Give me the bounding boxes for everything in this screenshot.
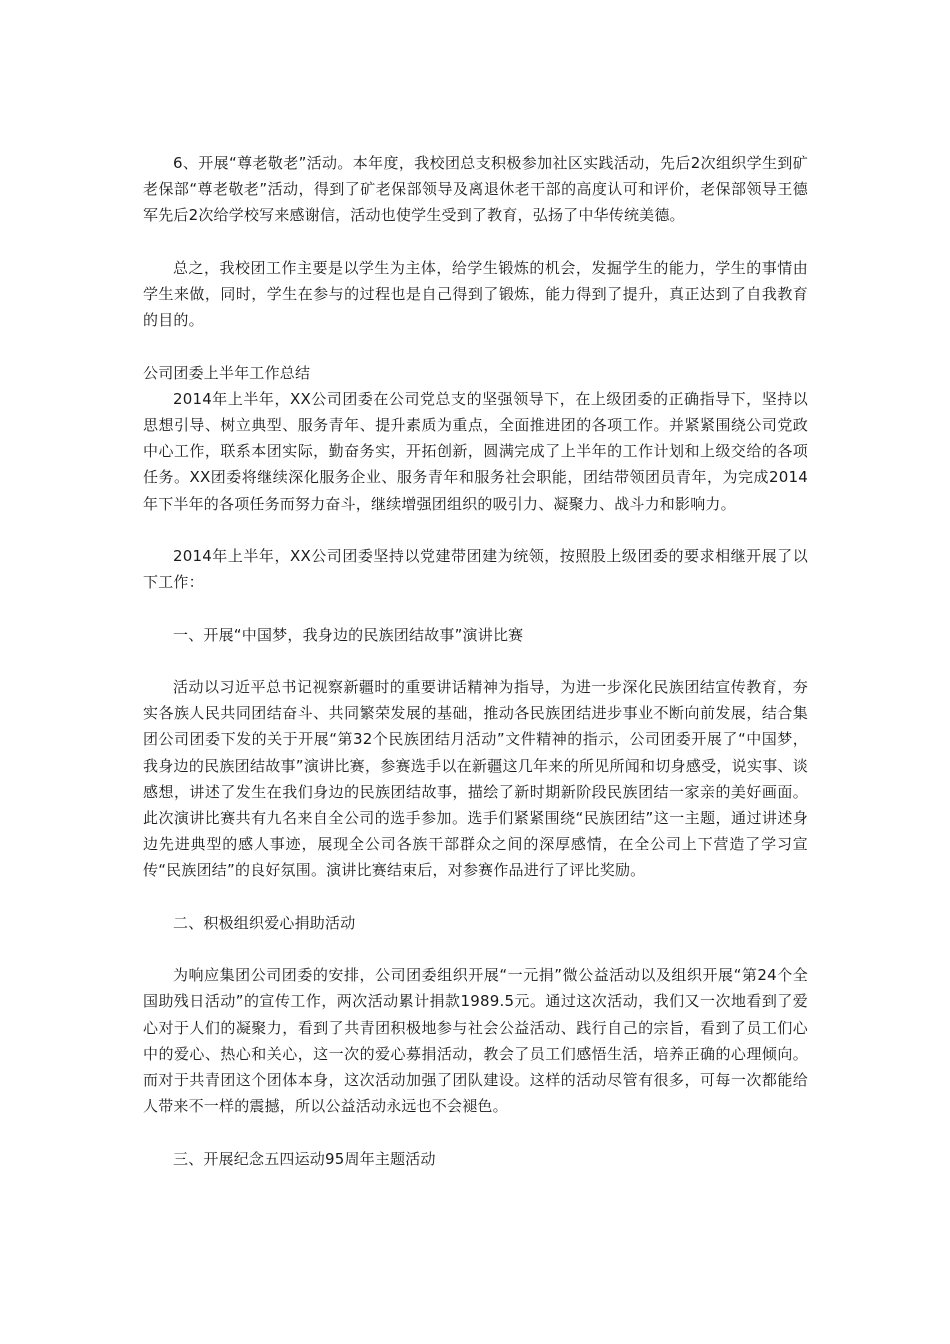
heading-charity-donation: 二、积极组织爱心捐助活动 — [173, 913, 356, 932]
heading-speech-contest: 一、开展“中国梦，我身边的民族团结故事”演讲比赛 — [173, 625, 524, 644]
paragraph-charity-donation: 为响应集团公司团委的安排，公司团委组织开展“一元捐”微公益活动以及组织开展“第24个全国助残日活动”的宣传工作，两次活动累计捐款1989.5元。通过这次活动，我们又一次地看到了爱心对于人们的凝聚力，看到了共青团积极地参与社会公益活动、践行自己的宗旨，看到了员工们心中的爱心、热心和关心，这一次的爱心募捐活动，教会了员工们感悟生活，培养正确的心理倾向。而对于共青团这个团体本身，这次活动加强了团队建设。这样的活动尽管有很多，可每一次都能给人带来不一样的震撼，所以公益活动永远也不会褪色。 — [143, 966, 808, 1116]
paragraph-gap — [143, 884, 808, 910]
section-title-company-summary: 公司团委上半年工作总结 — [143, 363, 311, 382]
heading-may-fourth-anniversary: 三、开展纪念五四运动95周年主题活动 — [173, 1149, 436, 1168]
paragraph-company-intro: 2014年上半年，XX公司团委在公司党总支的坚强领导下，在上级团委的正确指导下，坚持以思想引导、树立典型、服务青年、提升素质为重点，全面推进团的各项工作。并紧紧围绕公司党政中心工作，联系本团实际，勤奋务实，开拓创新，圆满完成了上半年的工作计划和上级交给的各项任务。XX团委将继续深化服务企业、服务青年和服务社会职能，团结带领团员青年，为完成2014年下半年的各项任务而努力奋斗，继续增强团组织的吸引力、凝聚力、战斗力和影响力。 — [143, 389, 808, 513]
paragraph-gap — [143, 1119, 808, 1145]
paragraph-gap — [143, 648, 808, 674]
paragraph-gap — [143, 333, 808, 359]
document-body — [143, 150, 808, 1172]
paragraph-work-overview: 2014年上半年，XX公司团委坚持以党建带团建为统领，按照股上级团委的要求相继开展了以下工作： — [143, 547, 808, 592]
paragraph-gap — [143, 936, 808, 962]
paragraph-speech-contest: 活动以习近平总书记视察新疆时的重要讲话精神为指导，为进一步深化民族团结宣传教育，夯实各族人民共同团结奋斗、共同繁荣发展的基础，推动各民族团结进步事业不断向前发展，结合集团公司团委下发的关于开展“第32个民族团结月活动”文件精神的指示，公司团委开展了“中国梦，我身边的民族团结故事”演讲比赛，参赛选手以在新疆这几年来的所见所闻和切身感受，说实事、谈感想，讲述了发生在我们身边的民族团结故事，描绘了新时期新阶段民族团结一家亲的美好画面。此次演讲比赛共有九名来自全公司的选手参加。选手们紧紧围绕“民族团结”这一主题，通过讲述身边先进典型的感人事迹，展现全公司各族干部群众之间的深厚感情，在全公司上下营造了学习宣传“民族团结”的良好氛围。演讲比赛结束后，对参赛作品进行了评比奖励。 — [143, 677, 808, 880]
paragraph-respect-elderly-activity: 6、开展“尊老敬老”活动。本年度，我校团总支积极参加社区实践活动，先后2次组织学生到矿老保部“尊老敬老”活动，得到了矿老保部领导及离退休老干部的高度认可和评价，老保部领导王德军先后2次给学校写来感谢信，活动也使学生受到了教育，弘扬了中华传统美德。 — [143, 154, 808, 225]
paragraph-gap — [143, 229, 808, 255]
paragraph-gap — [143, 595, 808, 621]
paragraph-school-summary: 总之，我校团工作主要是以学生为主体，给学生锻炼的机会，发掘学生的能力，学生的事情由学生来做，同时，学生在参与的过程也是自己得到了锻炼，能力得到了提升，真正达到了自我教育的目的。 — [143, 258, 808, 330]
paragraph-gap — [143, 517, 808, 543]
